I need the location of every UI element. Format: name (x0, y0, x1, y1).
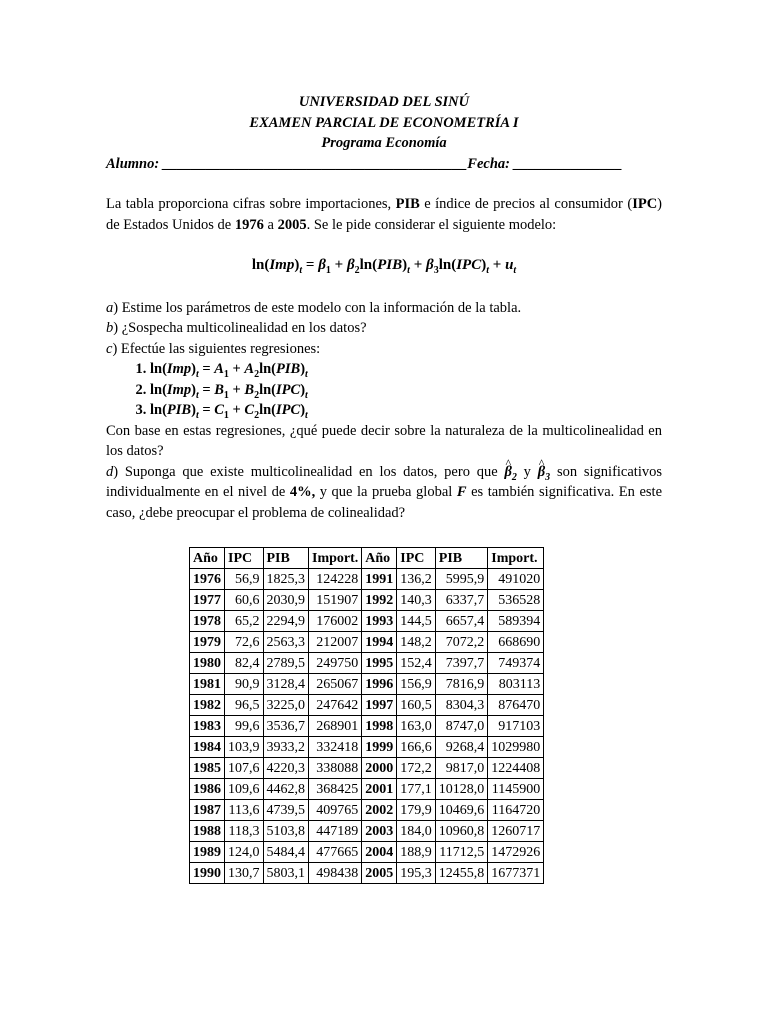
value-cell: 668690 (488, 632, 544, 653)
value-cell: 9817,0 (435, 758, 488, 779)
year-cell: 1980 (190, 653, 225, 674)
value-cell: 338088 (309, 758, 362, 779)
value-cell: 99,6 (225, 716, 264, 737)
value-cell: 212007 (309, 632, 362, 653)
value-cell: 249750 (309, 653, 362, 674)
year-cell: 1987 (190, 800, 225, 821)
year-cell: 2003 (362, 821, 397, 842)
value-cell: 409765 (309, 800, 362, 821)
value-cell: 4462,8 (263, 779, 309, 800)
value-cell: 90,9 (225, 674, 264, 695)
column-header: Año (362, 548, 397, 569)
value-cell: 176002 (309, 611, 362, 632)
value-cell: 2789,5 (263, 653, 309, 674)
value-cell: 148,2 (397, 632, 436, 653)
year-cell: 1990 (190, 863, 225, 884)
year-cell: 1992 (362, 590, 397, 611)
year-cell: 1983 (190, 716, 225, 737)
model-equation: $\ln(Imp)_t = \beta_1 + \beta_2\ln(PIB)_t + \beta_3\ln(IPC)_t + u_t$ (251, 257, 517, 276)
value-cell: 1677371 (488, 863, 544, 884)
year-cell: 2002 (362, 800, 397, 821)
regression-list (106, 359, 662, 421)
table-row (190, 716, 544, 737)
value-cell: 109,6 (225, 779, 264, 800)
exam-page (106, 92, 662, 523)
value-cell: 160,5 (397, 695, 436, 716)
program-title: Programa Economía (321, 135, 447, 151)
value-cell: 140,3 (397, 590, 436, 611)
value-cell: 589394 (488, 611, 544, 632)
value-cell: 3128,4 (263, 674, 309, 695)
table-header-row (190, 548, 544, 569)
table-body (190, 569, 544, 884)
table-row (190, 653, 544, 674)
year-cell: 2005 (362, 863, 397, 884)
exam-title: EXAMEN PARCIAL DE ECONOMETRÍA I (249, 114, 519, 131)
value-cell: 65,2 (225, 611, 264, 632)
value-cell: 188,9 (397, 842, 436, 863)
value-cell: 124228 (309, 569, 362, 590)
table-row (190, 758, 544, 779)
value-cell: 477665 (309, 842, 362, 863)
value-cell: 447189 (309, 821, 362, 842)
value-cell: 247642 (309, 695, 362, 716)
regression-2: 2. $\ln(Imp)_t = B_1 + B_2\ln(IPC)_t$ (150, 380, 662, 401)
value-cell: 12455,8 (435, 863, 488, 884)
column-header: PIB (263, 548, 309, 569)
value-cell: 10469,6 (435, 800, 488, 821)
value-cell: 118,3 (225, 821, 264, 842)
value-cell: 7072,2 (435, 632, 488, 653)
question-a: a) Estime los parámetros de este modelo con la información de la tabla. (106, 299, 522, 316)
value-cell: 60,6 (225, 590, 264, 611)
table-row (190, 779, 544, 800)
year-cell: 1984 (190, 737, 225, 758)
value-cell: 7397,7 (435, 653, 488, 674)
value-cell: 96,5 (225, 695, 264, 716)
value-cell: 8747,0 (435, 716, 488, 737)
value-cell: 536528 (488, 590, 544, 611)
intro-paragraph: La tabla proporciona cifras sobre importaciones, PIB e índice de precios al consumidor (IPC) de Estados Unidos de 1976 a 2005. Se le pide considerar el siguiente modelo: (106, 196, 663, 233)
value-cell: 332418 (309, 737, 362, 758)
value-cell: 1825,3 (263, 569, 309, 590)
value-cell: 876470 (488, 695, 544, 716)
year-cell: 1998 (362, 716, 397, 737)
value-cell: 2294,9 (263, 611, 309, 632)
value-cell: 10128,0 (435, 779, 488, 800)
value-cell: 124,0 (225, 842, 264, 863)
table-row (190, 821, 544, 842)
value-cell: 803113 (488, 674, 544, 695)
value-cell: 152,4 (397, 653, 436, 674)
value-cell: 113,6 (225, 800, 264, 821)
year-cell: 1978 (190, 611, 225, 632)
value-cell: 179,9 (397, 800, 436, 821)
value-cell: 4739,5 (263, 800, 309, 821)
value-cell: 156,9 (397, 674, 436, 695)
value-cell: 103,9 (225, 737, 264, 758)
value-cell: 5803,1 (263, 863, 309, 884)
year-cell: 1981 (190, 674, 225, 695)
table-row (190, 695, 544, 716)
column-header: Año (190, 548, 225, 569)
column-header: IPC (225, 548, 264, 569)
year-cell: 2001 (362, 779, 397, 800)
value-cell: 498438 (309, 863, 362, 884)
value-cell: 10960,8 (435, 821, 488, 842)
value-cell: 749374 (488, 653, 544, 674)
value-cell: 11712,5 (435, 842, 488, 863)
table-row (190, 590, 544, 611)
value-cell: 72,6 (225, 632, 264, 653)
value-cell: 5484,4 (263, 842, 309, 863)
table-row (190, 842, 544, 863)
value-cell: 1164720 (488, 800, 544, 821)
value-cell: 177,1 (397, 779, 436, 800)
student-date-line: Alumno: __________________________________________Fecha: _______________ (106, 155, 623, 172)
column-header: Import. (309, 548, 362, 569)
table-row (190, 737, 544, 758)
column-header: PIB (435, 548, 488, 569)
value-cell: 7816,9 (435, 674, 488, 695)
value-cell: 368425 (309, 779, 362, 800)
value-cell: 163,0 (397, 716, 436, 737)
table-row (190, 800, 544, 821)
value-cell: 144,5 (397, 611, 436, 632)
table-row (190, 674, 544, 695)
value-cell: 3225,0 (263, 695, 309, 716)
table-row (190, 863, 544, 884)
data-table (189, 547, 544, 884)
table-row (190, 632, 544, 653)
year-cell: 1996 (362, 674, 397, 695)
year-cell: 1977 (190, 590, 225, 611)
value-cell: 268901 (309, 716, 362, 737)
value-cell: 195,3 (397, 863, 436, 884)
year-cell: 1997 (362, 695, 397, 716)
year-cell: 1994 (362, 632, 397, 653)
value-cell: 184,0 (397, 821, 436, 842)
year-cell: 1985 (190, 758, 225, 779)
value-cell: 1472926 (488, 842, 544, 863)
question-b: b) ¿Sospecha multicolinealidad en los datos? (106, 320, 367, 336)
university-title: UNIVERSIDAD DEL SINÚ (298, 94, 470, 110)
question-c: c) Efectúe las siguientes regresiones: (106, 340, 321, 357)
year-cell: 1988 (190, 821, 225, 842)
value-cell: 5103,8 (263, 821, 309, 842)
value-cell: 491020 (488, 569, 544, 590)
year-cell: 1995 (362, 653, 397, 674)
value-cell: 5995,9 (435, 569, 488, 590)
table-row (190, 569, 544, 590)
year-cell: 1991 (362, 569, 397, 590)
value-cell: 2563,3 (263, 632, 309, 653)
year-cell: 1989 (190, 842, 225, 863)
year-cell: 2000 (362, 758, 397, 779)
value-cell: 82,4 (225, 653, 264, 674)
value-cell: 1145900 (488, 779, 544, 800)
column-header: IPC (397, 548, 436, 569)
value-cell: 1224408 (488, 758, 544, 779)
column-header: Import. (488, 548, 544, 569)
value-cell: 130,7 (225, 863, 264, 884)
year-cell: 1982 (190, 695, 225, 716)
year-cell: 1979 (190, 632, 225, 653)
value-cell: 917103 (488, 716, 544, 737)
value-cell: 9268,4 (435, 737, 488, 758)
value-cell: 1260717 (488, 821, 544, 842)
value-cell: 3933,2 (263, 737, 309, 758)
value-cell: 107,6 (225, 758, 264, 779)
value-cell: 3536,7 (263, 716, 309, 737)
year-cell: 1976 (190, 569, 225, 590)
value-cell: 265067 (309, 674, 362, 695)
value-cell: 2030,9 (263, 590, 309, 611)
value-cell: 172,2 (397, 758, 436, 779)
regression-1: 1. $\ln(Imp)_t = A_1 + A_2\ln(PIB)_t$ (150, 359, 662, 380)
value-cell: 1029980 (488, 737, 544, 758)
year-cell: 1986 (190, 779, 225, 800)
question-d: d) Suponga que existe multicolinealidad en los datos, pero que ^ $\beta_2$ y ^ $\beta_3$ son significativos individualmente en el nivel de 4%, y que la prueba global F es también significativa. En este caso, ¿debe preocupar el problema de colinealidad? (106, 462, 662, 524)
value-cell: 6337,7 (435, 590, 488, 611)
regression-3: 3. $\ln(PIB)_t = C_1 + C_2\ln(IPC)_t$ (150, 400, 662, 421)
value-cell: 8304,3 (435, 695, 488, 716)
year-cell: 1999 (362, 737, 397, 758)
value-cell: 166,6 (397, 737, 436, 758)
year-cell: 1993 (362, 611, 397, 632)
value-cell: 6657,4 (435, 611, 488, 632)
value-cell: 4220,3 (263, 758, 309, 779)
value-cell: 56,9 (225, 569, 264, 590)
value-cell: 151907 (309, 590, 362, 611)
question-c-followup: Con base en estas regresiones, ¿qué puede decir sobre la naturaleza de la multicolinealidad en los datos? (106, 422, 662, 459)
year-cell: 2004 (362, 842, 397, 863)
table-row (190, 611, 544, 632)
value-cell: 136,2 (397, 569, 436, 590)
